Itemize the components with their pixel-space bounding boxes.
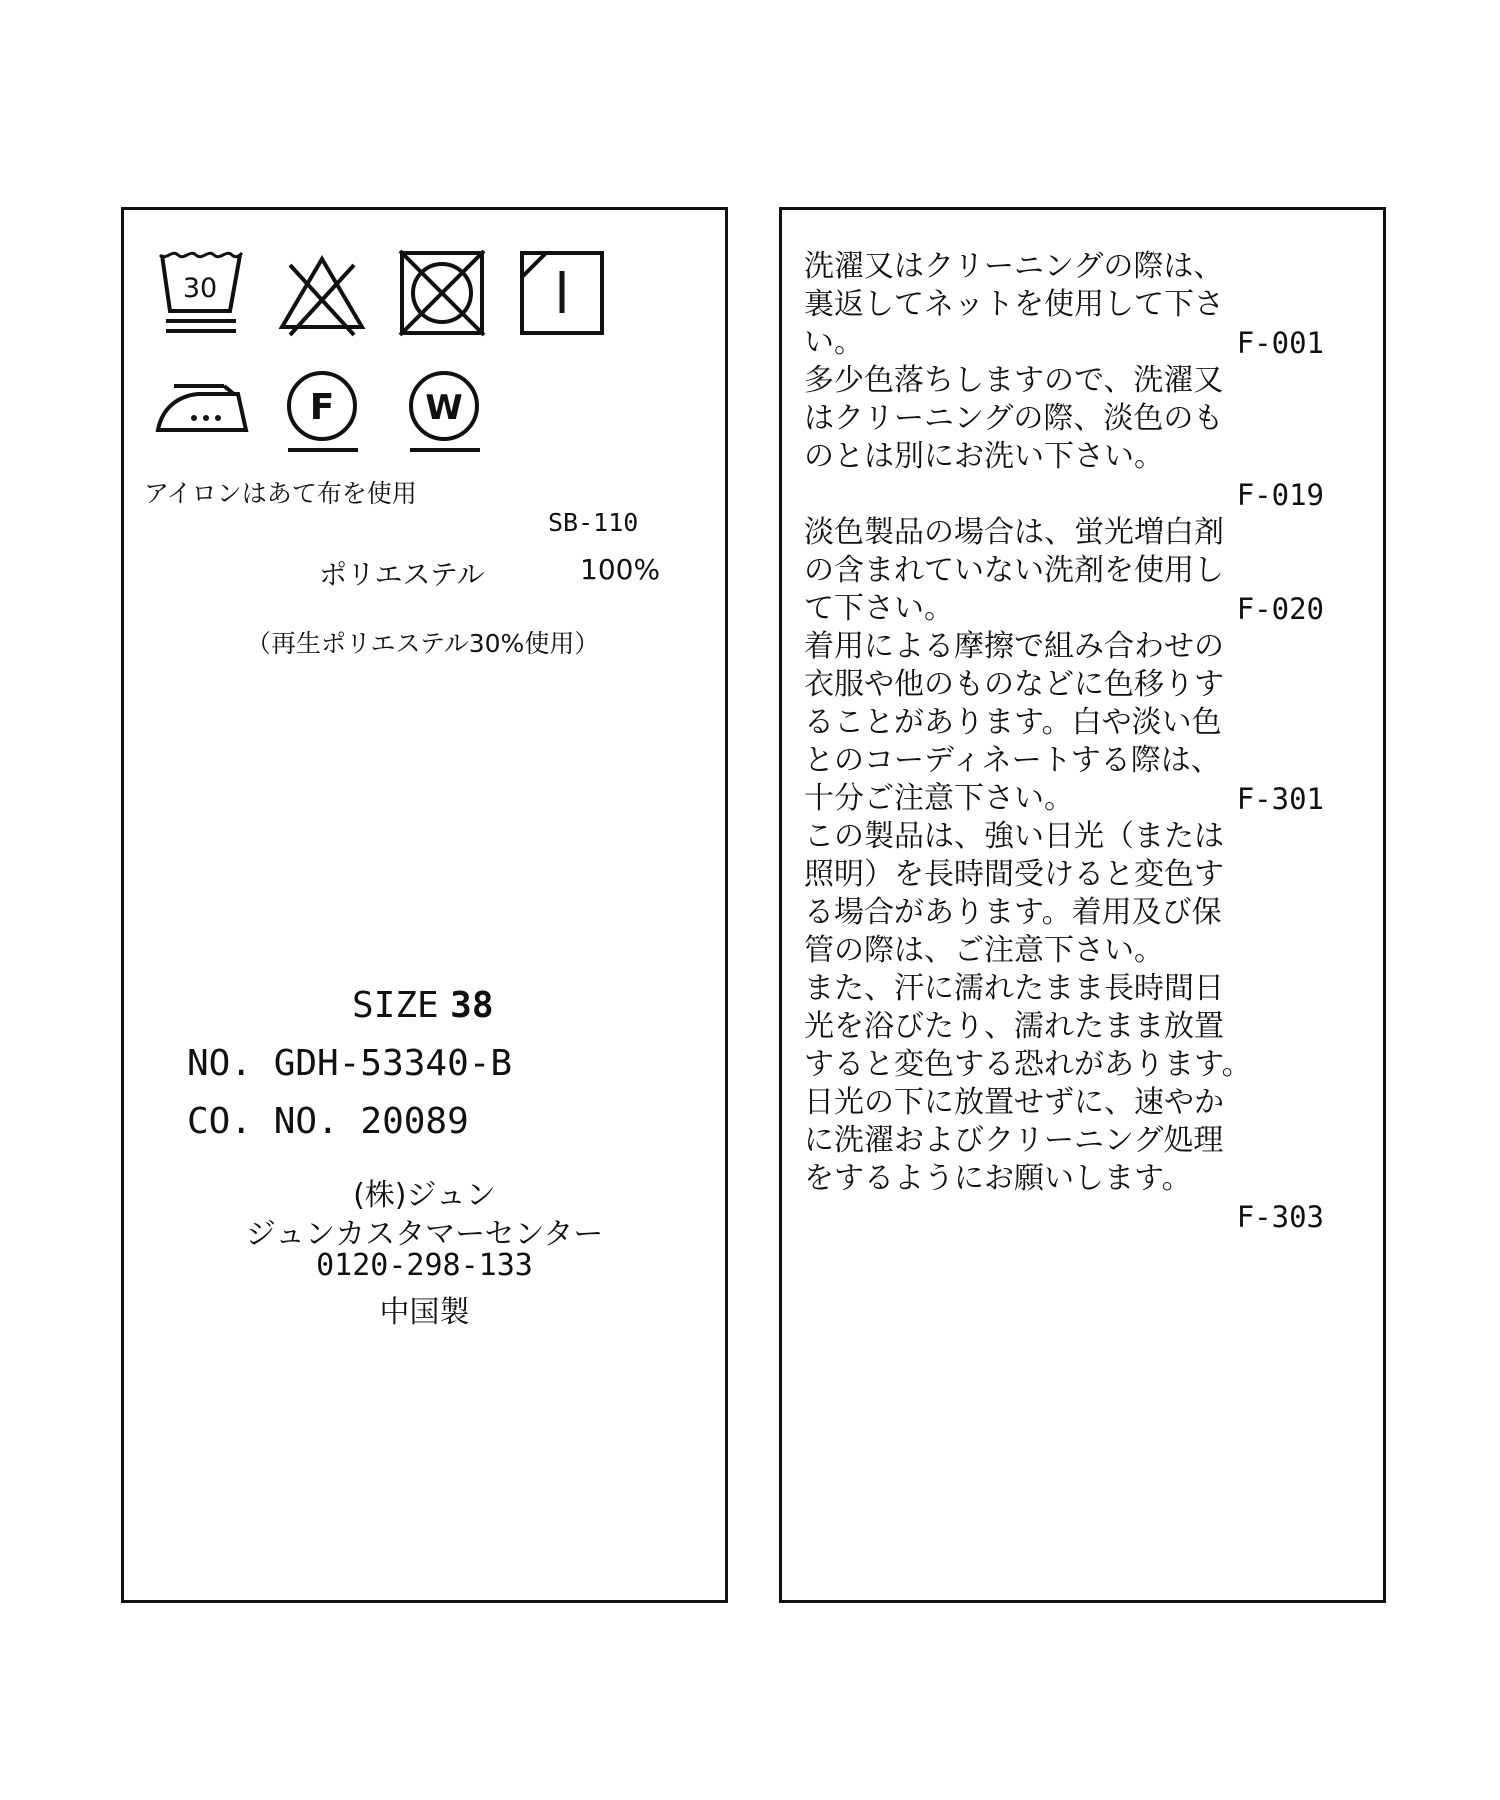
company-name: (株)ジュン — [353, 1178, 496, 1213]
notice-code: F-303 — [1236, 1200, 1324, 1234]
notice-line: 洗濯又はクリーニングの際は、 — [804, 249, 1224, 284]
care-code: SB-110 — [548, 508, 639, 537]
product-number: NO. GDH-53340-B — [187, 1043, 513, 1084]
notice-line: る場合があります。着用及び保 — [804, 895, 1222, 930]
notice-line: 多少色落ちしますので、洗濯又 — [804, 363, 1224, 398]
do-not-tumble-dry-icon — [396, 247, 488, 339]
notice-line: のとは別にお洗い下さい。 — [804, 439, 1164, 474]
phone-number: 0120-298-133 — [316, 1248, 533, 1283]
care-label-right — [779, 207, 1386, 1603]
notice-line: 着用による摩擦で組み合わせの — [804, 629, 1224, 664]
care-notice-text — [804, 248, 1324, 1236]
notice-line: すると変色する恐れがあります。 — [804, 1047, 1252, 1082]
line-dry-shade-icon — [516, 247, 608, 339]
wet-clean-w-gentle-icon — [406, 368, 486, 458]
notice-code: F-001 — [1236, 326, 1324, 360]
notice-line: 淡色製品の場合は、蛍光増白剤 — [804, 515, 1224, 550]
notice-line: 管の際は、ご注意下さい。 — [804, 933, 1164, 968]
material-percent: 100% — [580, 553, 661, 586]
co-number: CO. NO. 20089 — [187, 1101, 469, 1142]
wet-clean-letter-text: W — [425, 388, 463, 428]
size-value: 38 — [450, 985, 494, 1026]
notice-line: ることがあります。白や淡い色 — [804, 705, 1222, 740]
notice-code: F-020 — [1236, 592, 1324, 626]
notice-line: また、汗に濡れたまま長時間日 — [804, 971, 1224, 1006]
notice-line: 裏返してネットを使用して下さ — [804, 287, 1224, 322]
notice-line — [804, 476, 1324, 514]
notice-code: F-301 — [1236, 782, 1324, 816]
notice-line: て下さい。 F-020 — [804, 591, 1324, 626]
notice-line: とのコーディネートする際は、 — [804, 743, 1221, 778]
notice-line: をするようにお願いします。 — [804, 1161, 1192, 1196]
notice-line: 照明）を長時間受けると変色す — [804, 857, 1224, 892]
notice-line: い。 F-001 — [804, 325, 1324, 360]
customer-center: ジュンカスタマーセンター — [245, 1217, 604, 1252]
wash-30-gentle-icon — [154, 247, 246, 339]
notice-code: F-019 — [1236, 478, 1324, 512]
notice-line: 衣服や他のものなどに色移りす — [804, 667, 1224, 702]
notice-line: 日光の下に放置せずに、速やか — [804, 1085, 1224, 1120]
recycled-note: （再生ポリエステル30%使用） — [246, 629, 600, 658]
dry-clean-f-gentle-icon — [284, 368, 364, 458]
notice-line: の含まれていない洗剤を使用し — [804, 553, 1224, 588]
notice-line: はクリーニングの際、淡色のも — [804, 401, 1224, 436]
notice-line: 光を浴びたり、濡れたまま放置 — [804, 1009, 1224, 1044]
dry-clean-letter-text: F — [309, 387, 335, 428]
notice-line — [804, 1198, 1324, 1236]
care-label-left — [121, 207, 728, 1603]
iron-low-icon — [154, 378, 250, 438]
notice-line: この製品は、強い日光（または — [804, 819, 1224, 854]
notice-line: 十分ご注意下さい。 F-301 — [804, 781, 1324, 816]
do-not-bleach-icon — [276, 247, 368, 339]
iron-note: アイロンはあて布を使用 — [144, 479, 417, 508]
size-line — [352, 985, 494, 1026]
size-label: SIZE — [352, 985, 439, 1026]
material-name: ポリエステル — [319, 558, 485, 591]
wash-temp-text: 30 — [182, 273, 218, 304]
notice-line: に洗濯およびクリーニング処理 — [804, 1123, 1224, 1158]
country-of-origin: 中国製 — [379, 1295, 470, 1330]
